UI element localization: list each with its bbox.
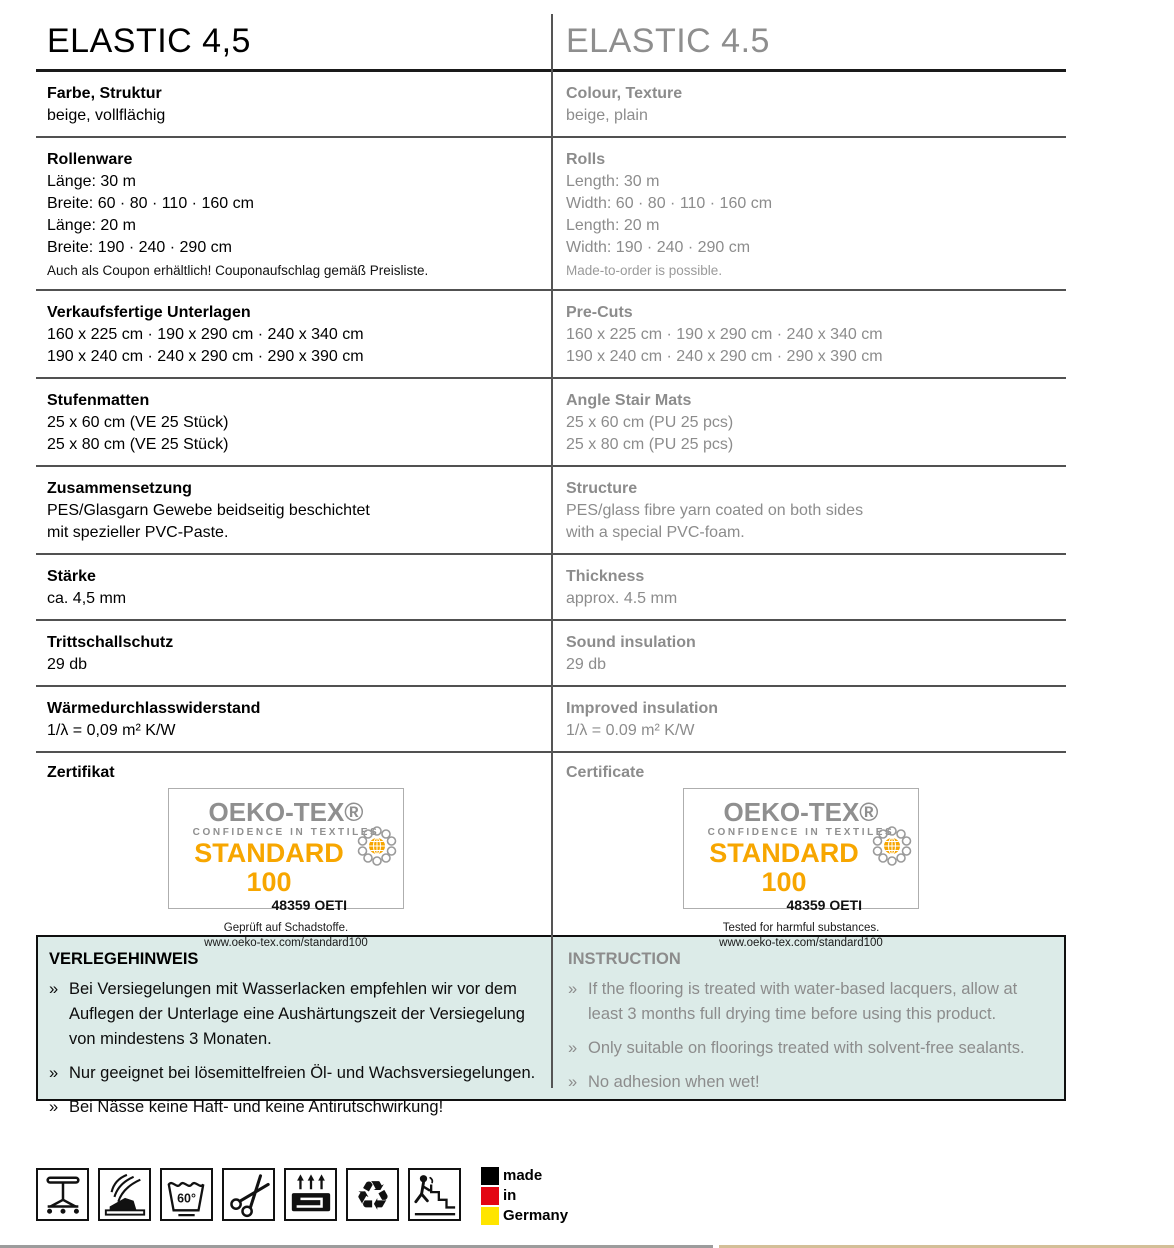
- spec-label-en: Improved insulation: [566, 700, 719, 717]
- bullet-marker: »: [568, 1073, 578, 1091]
- oeko-url-text: www.oeko-tex.com/standard100: [204, 937, 368, 949]
- spec-label-en: Sound insulation: [566, 634, 696, 651]
- spec-line: 29 db: [566, 656, 607, 673]
- bullet-text: Only suitable on floorings treated with solvent-free sealants.: [588, 1039, 1025, 1057]
- oeko-flower-icon: [870, 824, 914, 868]
- svg-text:♻: ♻: [354, 1172, 391, 1218]
- spec-label-de: Stufenmatten: [47, 392, 150, 409]
- oeko-tagline-text: CONFIDENCE IN TEXTILES: [707, 827, 895, 838]
- instruction-bullet: [49, 1061, 536, 1086]
- spec-line: Width: 60 · 80 · 110 · 160 cm: [566, 195, 773, 212]
- spec-label-de: Trittschallschutz: [47, 634, 174, 651]
- oeko-tested-text: Geprüft auf Schadstoffe.: [223, 922, 349, 934]
- made-in-germany-row: [481, 1206, 568, 1225]
- made-in-germany-row: [481, 1166, 568, 1185]
- spec-line: 25 x 80 cm (VE 25 Stück): [47, 436, 229, 453]
- spec-lines-de: [47, 720, 540, 742]
- spec-cell-de: [36, 138, 552, 289]
- flag-red-square: [481, 1187, 499, 1205]
- spec-cell-de: [36, 379, 552, 465]
- spec-cell-de: [36, 291, 552, 377]
- product-title-de: ELASTIC 4,5: [47, 22, 251, 60]
- spec-label-en: Colour, Texture: [566, 85, 683, 102]
- spec-label-en: Structure: [566, 480, 638, 497]
- spec-line: approx. 4.5 mm: [566, 590, 678, 607]
- made-in-germany-row: [481, 1186, 568, 1205]
- spec-line: 1/λ = 0,09 m² K/W: [47, 722, 176, 739]
- instruction-bullets-de: [49, 977, 536, 1120]
- spec-line: Width: 190 · 240 · 290 cm: [566, 239, 751, 256]
- castor-chair-icon: [36, 1168, 89, 1221]
- certificate-cell-en: [552, 753, 1066, 949]
- datasheet: [36, 14, 1066, 1116]
- oeko-brand-text: OEKO-TEX®: [208, 797, 364, 827]
- spec-line: ca. 4,5 mm: [47, 590, 127, 607]
- spec-line: Length: 20 m: [566, 217, 660, 234]
- instruction-bullet: [568, 1070, 1048, 1095]
- spec-label-de: Wärmedurchlasswiderstand: [47, 700, 261, 717]
- spec-lines-en: [566, 654, 1054, 676]
- bullet-marker: »: [568, 1039, 578, 1057]
- spec-cell-de: [36, 687, 552, 751]
- spec-lines-en: [566, 412, 1054, 456]
- spec-cell-en: [552, 467, 1066, 553]
- instruction-bullet: [49, 977, 536, 1052]
- spec-lines-en: [566, 720, 1054, 742]
- spec-cell-en: [552, 291, 1066, 377]
- instruction-cell-en: [554, 937, 1066, 1129]
- spec-line: mit spezieller PVC-Paste.: [47, 524, 229, 541]
- bullet-text: Nur geeignet bei lösemittelfreien Öl- und Wachsversiegelungen.: [69, 1064, 536, 1082]
- oeko-flower-icon: [355, 824, 399, 868]
- spec-line: Length: 30 m: [566, 173, 660, 190]
- spec-cell-de: [36, 72, 552, 136]
- bullet-text: Bei Nässe keine Haft- und keine Antirutschwirkung!: [69, 1098, 444, 1116]
- spec-cell-en: [552, 72, 1066, 136]
- in-word: in: [503, 1186, 517, 1204]
- scissors-icon: [222, 1168, 275, 1221]
- instruction-bullet: [568, 1036, 1048, 1061]
- column-divider: [551, 14, 553, 1088]
- spec-lines-en: [566, 105, 1054, 127]
- instruction-bullet: [49, 1095, 536, 1120]
- instruction-cell-de: [38, 937, 554, 1129]
- spec-line: 1/λ = 0.09 m² K/W: [566, 722, 695, 739]
- bullet-text: No adhesion when wet!: [588, 1073, 760, 1091]
- spec-label-de: Verkaufsfertige Unterlagen: [47, 304, 251, 321]
- spec-label-en: Rolls: [566, 151, 606, 168]
- spec-lines-en: [566, 500, 1054, 544]
- spec-cell-en: [552, 379, 1066, 465]
- spec-cell-en: [552, 138, 1066, 289]
- certificate-label-en: Certificate: [566, 764, 645, 781]
- underfloor-heating-icon: [284, 1168, 337, 1221]
- washable-60-icon: [160, 1168, 213, 1221]
- product-title-en: ELASTIC 4.5: [566, 22, 770, 60]
- oeko-standard-text: STANDARD 100: [194, 838, 344, 897]
- certificate-label-de: Zertifikat: [47, 764, 115, 781]
- spec-line: 160 x 225 cm · 190 x 290 cm · 240 x 340 cm: [47, 326, 364, 343]
- spec-label-de: Zusammensetzung: [47, 480, 192, 497]
- spec-line: Breite: 190 · 240 · 290 cm: [47, 239, 232, 256]
- instruction-title-en: INSTRUCTION: [568, 950, 681, 968]
- spec-lines-de: [47, 588, 540, 610]
- spec-line: 29 db: [47, 656, 88, 673]
- certificate-cell-de: [36, 753, 552, 949]
- spec-cell-en: [552, 687, 1066, 751]
- spec-line: PES/glass fibre yarn coated on both sides: [566, 502, 864, 519]
- spec-lines-en: [566, 171, 1054, 259]
- spec-cell-en: [552, 621, 1066, 685]
- spec-lines-de: [47, 412, 540, 456]
- spec-lines-en: [566, 324, 1054, 368]
- spec-cell-de: [36, 555, 552, 619]
- instruction-bullet: [568, 977, 1048, 1027]
- oeko-number-text: 48359 OETI: [786, 897, 862, 913]
- bullet-marker: »: [568, 980, 578, 998]
- bullet-text: Bei Versiegelungen mit Wasserlacken empfehlen wir vor dem Auflegen der Unterlage eine Aushärtungszeit der Versiegelung von mindestens 3 Monaten.: [69, 980, 525, 1048]
- spec-line: with a special PVC-foam.: [566, 524, 745, 541]
- spec-line: 25 x 80 cm (PU 25 pcs): [566, 436, 734, 453]
- oeko-standard-text: STANDARD 100: [709, 838, 859, 897]
- spec-line: 25 x 60 cm (PU 25 pcs): [566, 414, 734, 431]
- oeko-tex-logo-de: [168, 788, 404, 949]
- spec-lines-de: [47, 105, 540, 127]
- spec-label-en: Thickness: [566, 568, 645, 585]
- spec-label-de: Farbe, Struktur: [47, 85, 162, 102]
- spec-line: 25 x 60 cm (VE 25 Stück): [47, 414, 229, 431]
- spec-label-de: Stärke: [47, 568, 96, 585]
- flag-black-square: [481, 1167, 499, 1185]
- spec-note-en: Made-to-order is possible.: [566, 263, 723, 278]
- oeko-tex-logo-en: [683, 788, 919, 949]
- made-in-germany-badge: [481, 1166, 568, 1226]
- oeko-tagline-text: CONFIDENCE IN TEXTILES: [192, 827, 380, 838]
- recycling-icon: [346, 1168, 399, 1221]
- oeko-number-text: 48359 OETI: [271, 897, 347, 913]
- spec-lines-de: [47, 171, 540, 259]
- care-icons-row: [36, 1168, 568, 1226]
- spec-line: Länge: 30 m: [47, 173, 136, 190]
- spec-lines-en: [566, 588, 1054, 610]
- spec-cell-de: [36, 467, 552, 553]
- oeko-url-text: www.oeko-tex.com/standard100: [719, 937, 883, 949]
- bullet-marker: »: [49, 1064, 59, 1082]
- instruction-bullets-en: [568, 977, 1048, 1095]
- bullet-marker: »: [49, 1098, 59, 1116]
- made-word: made: [503, 1166, 543, 1184]
- oeko-brand-text: OEKO-TEX®: [723, 797, 879, 827]
- spec-line: PES/Glasgarn Gewebe beidseitig beschichtet: [47, 502, 370, 519]
- germany-word: Germany: [503, 1206, 569, 1224]
- stairs-suitable-icon: [408, 1168, 461, 1221]
- spec-lines-de: [47, 324, 540, 368]
- instruction-title-de: VERLEGEHINWEIS: [49, 950, 199, 968]
- spec-line: beige, vollflächig: [47, 107, 166, 124]
- spec-lines-de: [47, 654, 540, 676]
- spec-cell-en: [552, 555, 1066, 619]
- spec-note-de: Auch als Coupon erhältlich! Couponaufschlag gemäß Preisliste.: [47, 263, 429, 278]
- spec-line: beige, plain: [566, 107, 648, 124]
- spec-line: Breite: 60 · 80 · 110 · 160 cm: [47, 195, 254, 212]
- flag-yellow-square: [481, 1207, 499, 1225]
- spec-line: 190 x 240 cm · 240 x 290 cm · 290 x 390 cm: [47, 348, 364, 365]
- impact-sound-icon: [98, 1168, 151, 1221]
- spec-label-en: Angle Stair Mats: [566, 392, 692, 409]
- spec-line: 190 x 240 cm · 240 x 290 cm · 290 x 390 cm: [566, 348, 883, 365]
- svg-text:60°: 60°: [176, 1191, 196, 1206]
- bullet-text: If the flooring is treated with water-based lacquers, allow at least 3 months full drying time before using this product.: [588, 980, 1018, 1023]
- spec-line: Länge: 20 m: [47, 217, 136, 234]
- spec-line: 160 x 225 cm · 190 x 290 cm · 240 x 340 cm: [566, 326, 883, 343]
- oeko-tested-text: Tested for harmful substances.: [722, 922, 880, 934]
- bullet-marker: »: [49, 980, 59, 998]
- spec-label-en: Pre-Cuts: [566, 304, 633, 321]
- spec-label-de: Rollenware: [47, 151, 133, 168]
- spec-lines-de: [47, 500, 540, 544]
- spec-cell-de: [36, 621, 552, 685]
